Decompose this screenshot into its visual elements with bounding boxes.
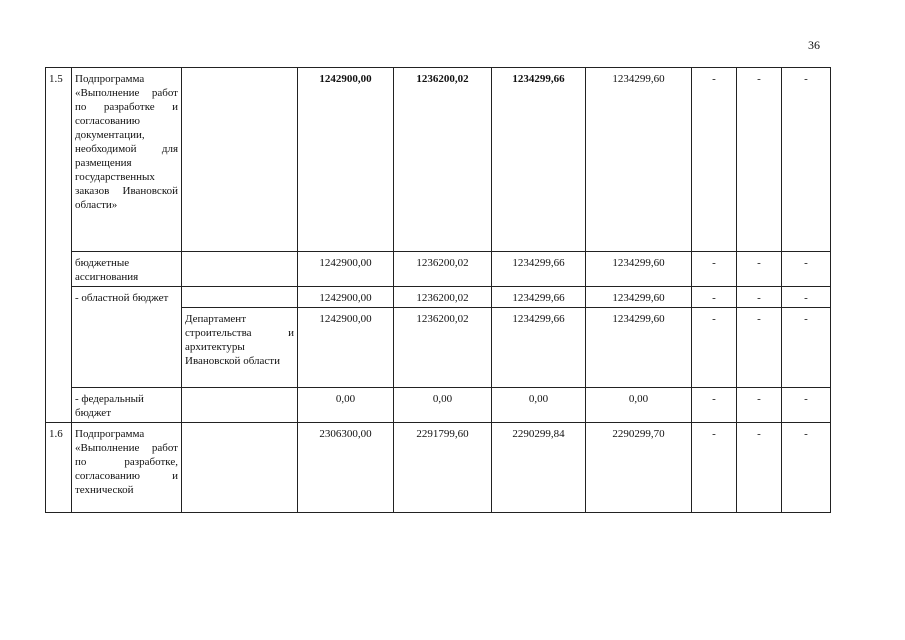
amount-cell: 1242900,00 (298, 68, 394, 252)
amount-cell: 0,00 (394, 388, 492, 423)
dash-cell: - (737, 287, 782, 308)
dash-cell: - (782, 423, 831, 513)
amount-cell: 1234299,60 (586, 308, 692, 388)
amount-cell: 1242900,00 (298, 252, 394, 287)
amount-cell: 1234299,66 (492, 287, 586, 308)
amount-cell: 2306300,00 (298, 423, 394, 513)
amount-cell: 2290299,84 (492, 423, 586, 513)
dash-cell: - (692, 423, 737, 513)
amount-cell: 2291799,60 (394, 423, 492, 513)
amount-cell: 0,00 (586, 388, 692, 423)
amount-cell: 1234299,66 (492, 308, 586, 388)
category-cell: - областной бюджет (72, 287, 182, 388)
dash-cell: - (782, 308, 831, 388)
table-row-regional-budget (46, 287, 831, 308)
dash-cell: - (782, 252, 831, 287)
dash-cell: - (782, 68, 831, 252)
amount-cell: 1242900,00 (298, 287, 394, 308)
amount-cell: 1234299,60 (586, 287, 692, 308)
amount-cell: 1236200,02 (394, 68, 492, 252)
budget-table (45, 67, 831, 513)
amount-cell: 1234299,60 (586, 68, 692, 252)
table-row-assignments (46, 252, 831, 287)
amount-cell: 1236200,02 (394, 252, 492, 287)
category-cell: бюджетные ассигнования (72, 252, 182, 287)
executor-cell (182, 287, 298, 308)
amount-cell: 0,00 (492, 388, 586, 423)
page-number: 36 (808, 38, 820, 52)
table-row-1-5 (46, 68, 831, 252)
amount-cell: 1236200,02 (394, 308, 492, 388)
amount-cell: 1234299,66 (492, 68, 586, 252)
amount-cell: 2290299,70 (586, 423, 692, 513)
dash-cell: - (782, 287, 831, 308)
dash-cell: - (692, 68, 737, 252)
dash-cell: - (692, 308, 737, 388)
executor-cell (182, 423, 298, 513)
amount-cell: 1234299,60 (586, 252, 692, 287)
amount-cell: 1236200,02 (394, 287, 492, 308)
amount-cell: 1242900,00 (298, 308, 394, 388)
category-cell: - федеральный бюджет (72, 388, 182, 423)
dash-cell: - (737, 68, 782, 252)
table-row-federal-budget (46, 388, 831, 423)
dash-cell: - (782, 388, 831, 423)
row-number-cell: 1.6 (46, 423, 72, 513)
amount-cell: 1234299,66 (492, 252, 586, 287)
dash-cell: - (692, 252, 737, 287)
program-name-cell: Подпрограмма «Выполнение работ по разработке и согласованию документации, необходимой для размещения государственных заказов Ивановской области» (72, 68, 182, 252)
dash-cell: - (692, 388, 737, 423)
program-name-cell: Подпрограмма «Выполнение работ по разработке, согласованию и технической (72, 423, 182, 513)
dash-cell: - (737, 423, 782, 513)
dash-cell: - (737, 388, 782, 423)
executor-cell (182, 388, 298, 423)
dash-cell: - (737, 308, 782, 388)
row-number-cell: 1.5 (46, 68, 72, 423)
dash-cell: - (692, 287, 737, 308)
dash-cell: - (737, 252, 782, 287)
amount-cell: 0,00 (298, 388, 394, 423)
executor-cell (182, 252, 298, 287)
table-row-1-6 (46, 423, 831, 513)
executor-cell: Департамент строительства и архитектуры Ивановской области (182, 308, 298, 388)
executor-cell (182, 68, 298, 252)
